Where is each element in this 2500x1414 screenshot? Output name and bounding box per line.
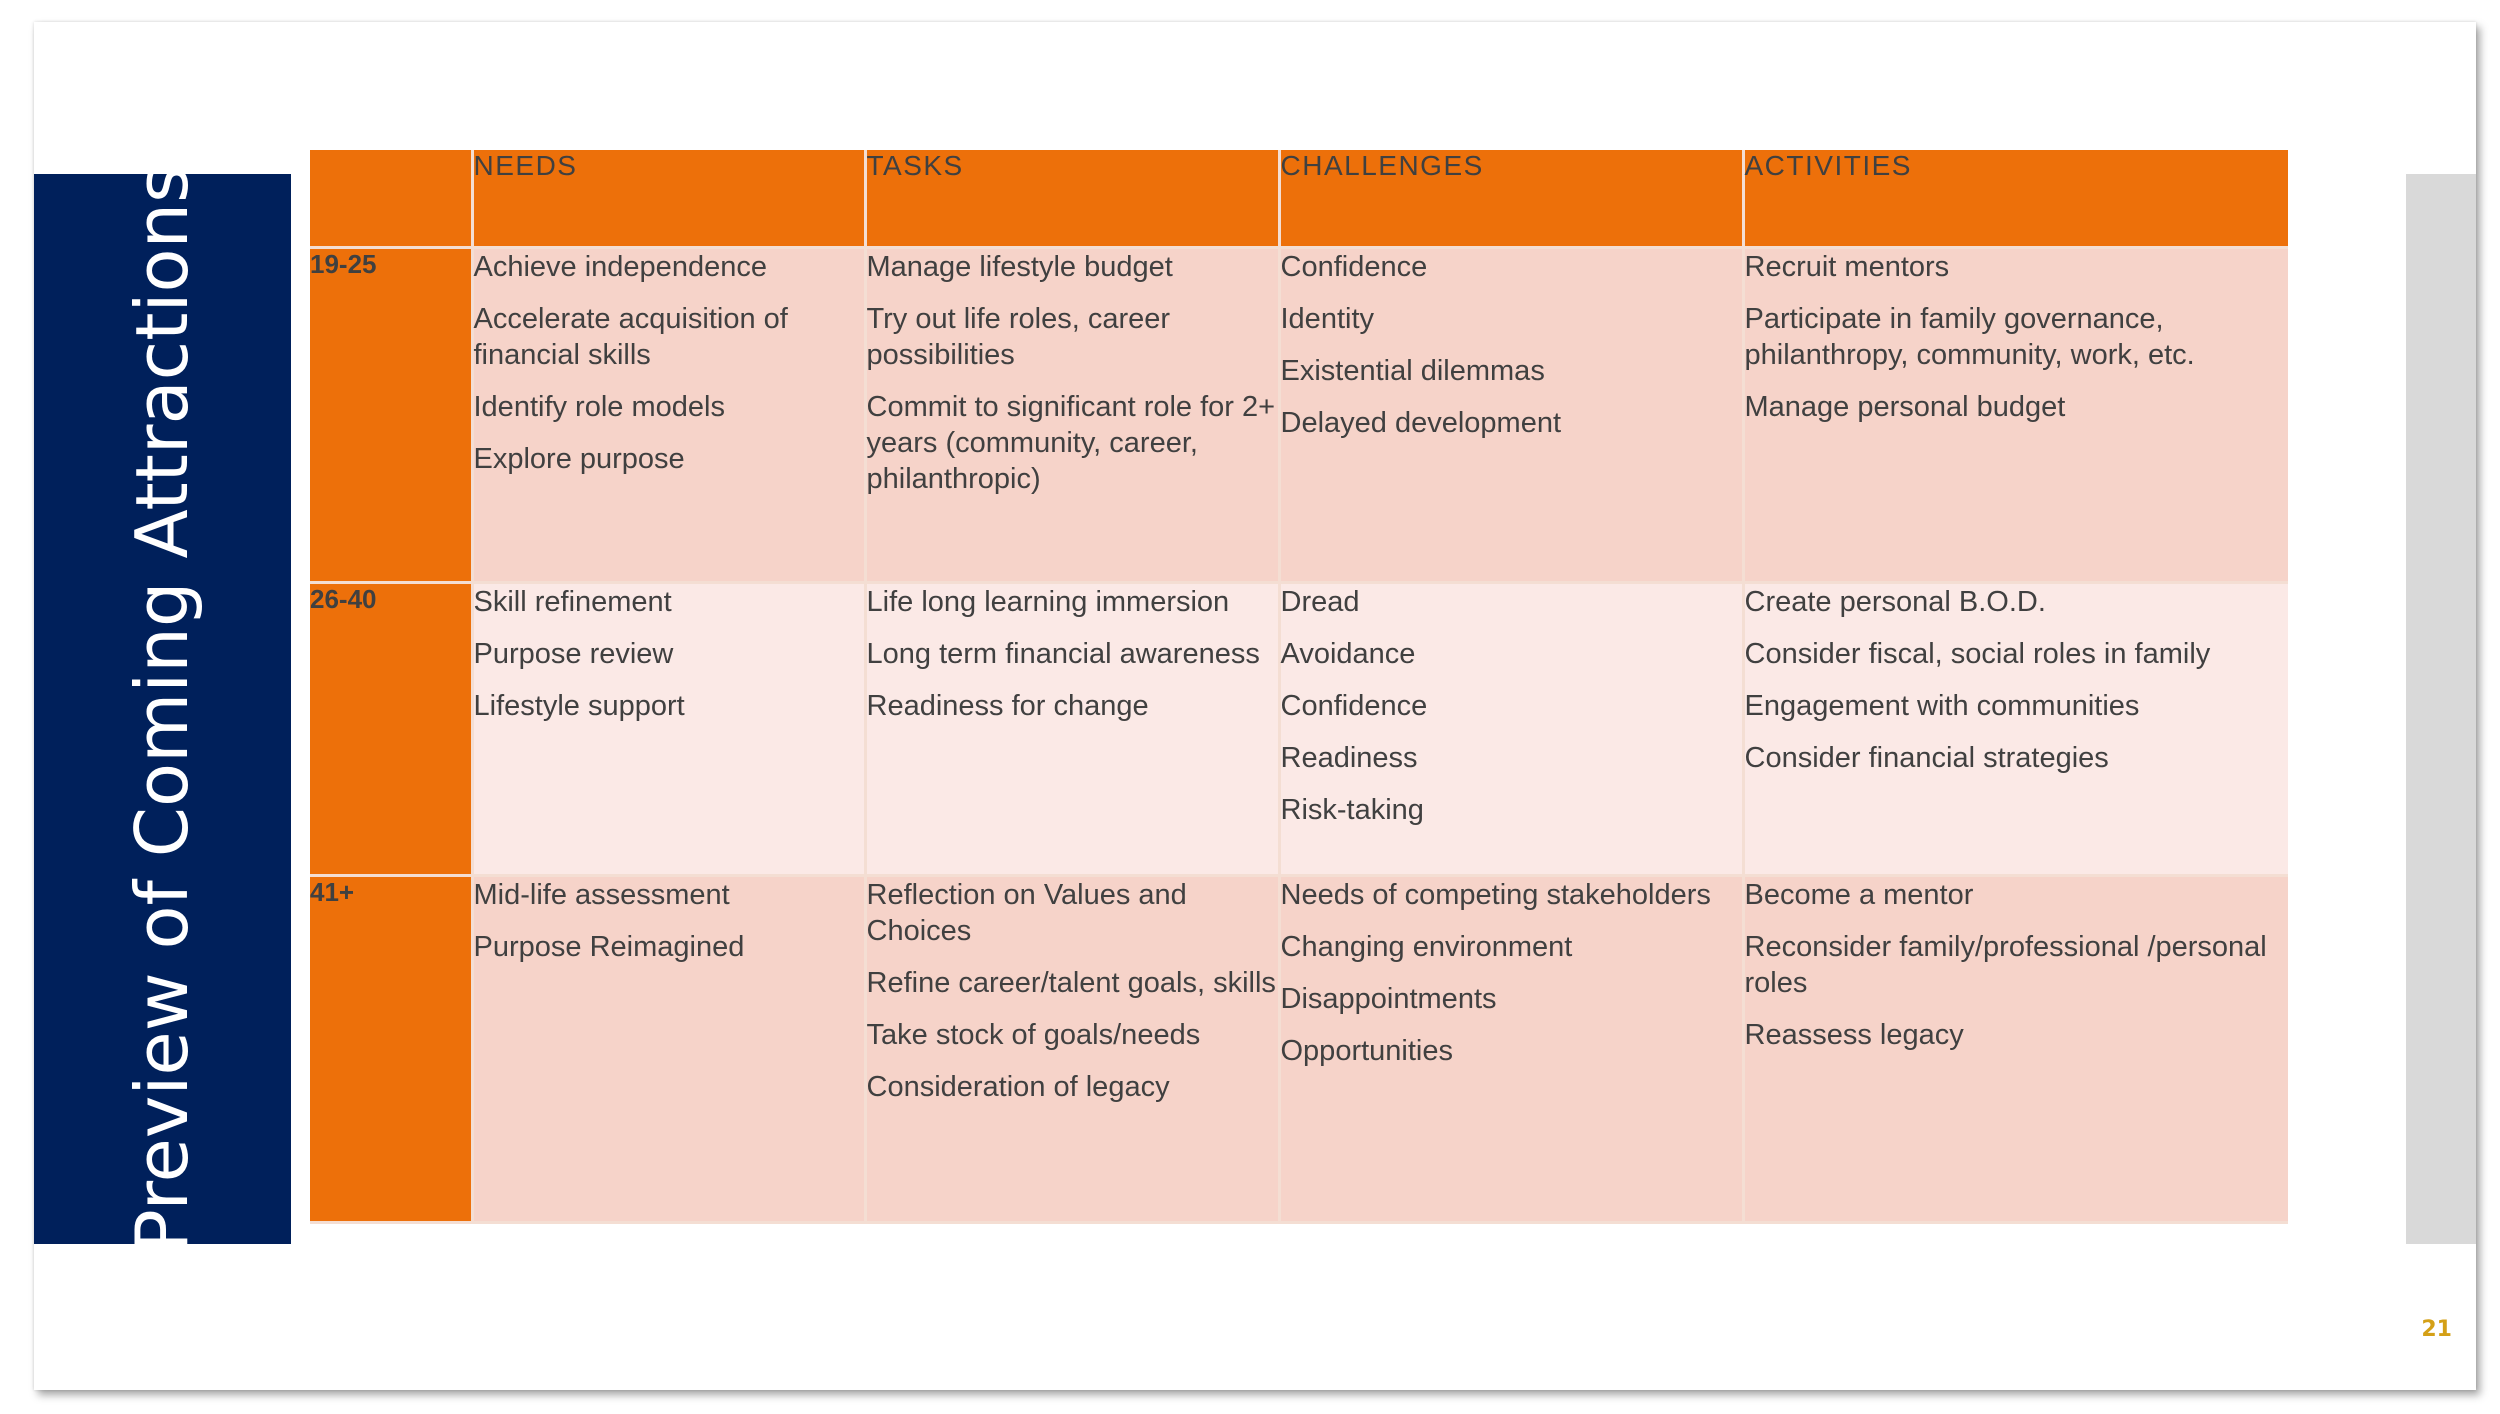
list-item: Confidence	[1280, 689, 1428, 722]
header-challenges: CHALLENGES	[1279, 150, 1743, 247]
list-item: Disappointments	[1280, 982, 1497, 1015]
list-item: Refine career/talent goals, skills	[866, 966, 1276, 999]
list-item: Risk-taking	[1280, 793, 1424, 826]
age-label: 19-25	[310, 247, 472, 582]
list-item: Participate in family governance, philanthropy, community, work, etc.	[1744, 302, 2195, 371]
list-item: Purpose review	[473, 637, 674, 670]
tasks-cell	[865, 247, 1279, 582]
list-item: Identity	[1280, 302, 1374, 335]
list-item: Commit to significant role for 2+ years (community, career, philanthropic)	[866, 390, 1276, 495]
list-item: Identify role models	[473, 390, 725, 423]
header-activities: ACTIVITIES	[1743, 150, 2288, 247]
list-item: Become a mentor	[1744, 878, 1974, 911]
challenges-cell	[1279, 582, 1743, 875]
list-item: Accelerate acquisition of financial skills	[473, 302, 788, 371]
list-item: Try out life roles, career possibilities	[866, 302, 1171, 371]
list-item: Reflection on Values and Choices	[866, 878, 1187, 947]
list-item: Consider fiscal, social roles in family	[1744, 637, 2211, 670]
list-item: Manage personal budget	[1744, 390, 2066, 423]
list-item: Reassess legacy	[1744, 1018, 1964, 1051]
challenges-cell	[1279, 247, 1743, 582]
list-item: Delayed development	[1280, 406, 1562, 439]
list-item: Dread	[1280, 585, 1360, 618]
list-item: Skill refinement	[473, 585, 672, 618]
tasks-cell	[865, 875, 1279, 1222]
list-item: Confidence	[1280, 250, 1428, 283]
needs-cell	[472, 582, 865, 875]
title-bar	[34, 165, 291, 1253]
header-needs: NEEDS	[472, 150, 865, 247]
tasks-cell	[865, 582, 1279, 875]
table-row	[310, 875, 2288, 1222]
list-item: Recruit mentors	[1744, 250, 1950, 283]
life-stage-table	[310, 150, 2288, 1224]
list-item: Life long learning immersion	[866, 585, 1230, 618]
list-item: Needs of competing stakeholders	[1280, 878, 1711, 911]
list-item: Changing environment	[1280, 930, 1573, 963]
list-item: Opportunities	[1280, 1034, 1453, 1067]
slide-title: Preview of Coming Attractions	[120, 165, 204, 1253]
list-item: Achieve independence	[473, 250, 767, 283]
list-item: Mid-life assessment	[473, 878, 730, 911]
activities-cell	[1743, 875, 2288, 1222]
table-row	[310, 247, 2288, 582]
activities-cell	[1743, 247, 2288, 582]
right-accent-bar	[2406, 174, 2476, 1244]
list-item: Existential dilemmas	[1280, 354, 1545, 387]
list-item: Readiness for change	[866, 689, 1149, 722]
page-number: 21	[2421, 1317, 2452, 1342]
table-row	[310, 582, 2288, 875]
header-tasks: TASKS	[865, 150, 1279, 247]
challenges-cell	[1279, 875, 1743, 1222]
list-item: Lifestyle support	[473, 689, 685, 722]
header-corner	[310, 150, 472, 247]
list-item: Consider financial strategies	[1744, 741, 2109, 774]
list-item: Create personal B.O.D.	[1744, 585, 2046, 618]
header-row	[310, 150, 2288, 247]
age-label: 26-40	[310, 582, 472, 875]
list-item: Manage lifestyle budget	[866, 250, 1173, 283]
list-item: Readiness	[1280, 741, 1418, 774]
list-item: Avoidance	[1280, 637, 1416, 670]
list-item: Purpose Reimagined	[473, 930, 745, 963]
age-label: 41+	[310, 875, 472, 1222]
activities-cell	[1743, 582, 2288, 875]
list-item: Consideration of legacy	[866, 1070, 1170, 1103]
list-item: Engagement with communities	[1744, 689, 2140, 722]
list-item: Reconsider family/professional /personal roles	[1744, 930, 2267, 999]
needs-cell	[472, 247, 865, 582]
needs-cell	[472, 875, 865, 1222]
list-item: Take stock of goals/needs	[866, 1018, 1201, 1051]
list-item: Long term financial awareness	[866, 637, 1260, 670]
list-item: Explore purpose	[473, 442, 685, 475]
